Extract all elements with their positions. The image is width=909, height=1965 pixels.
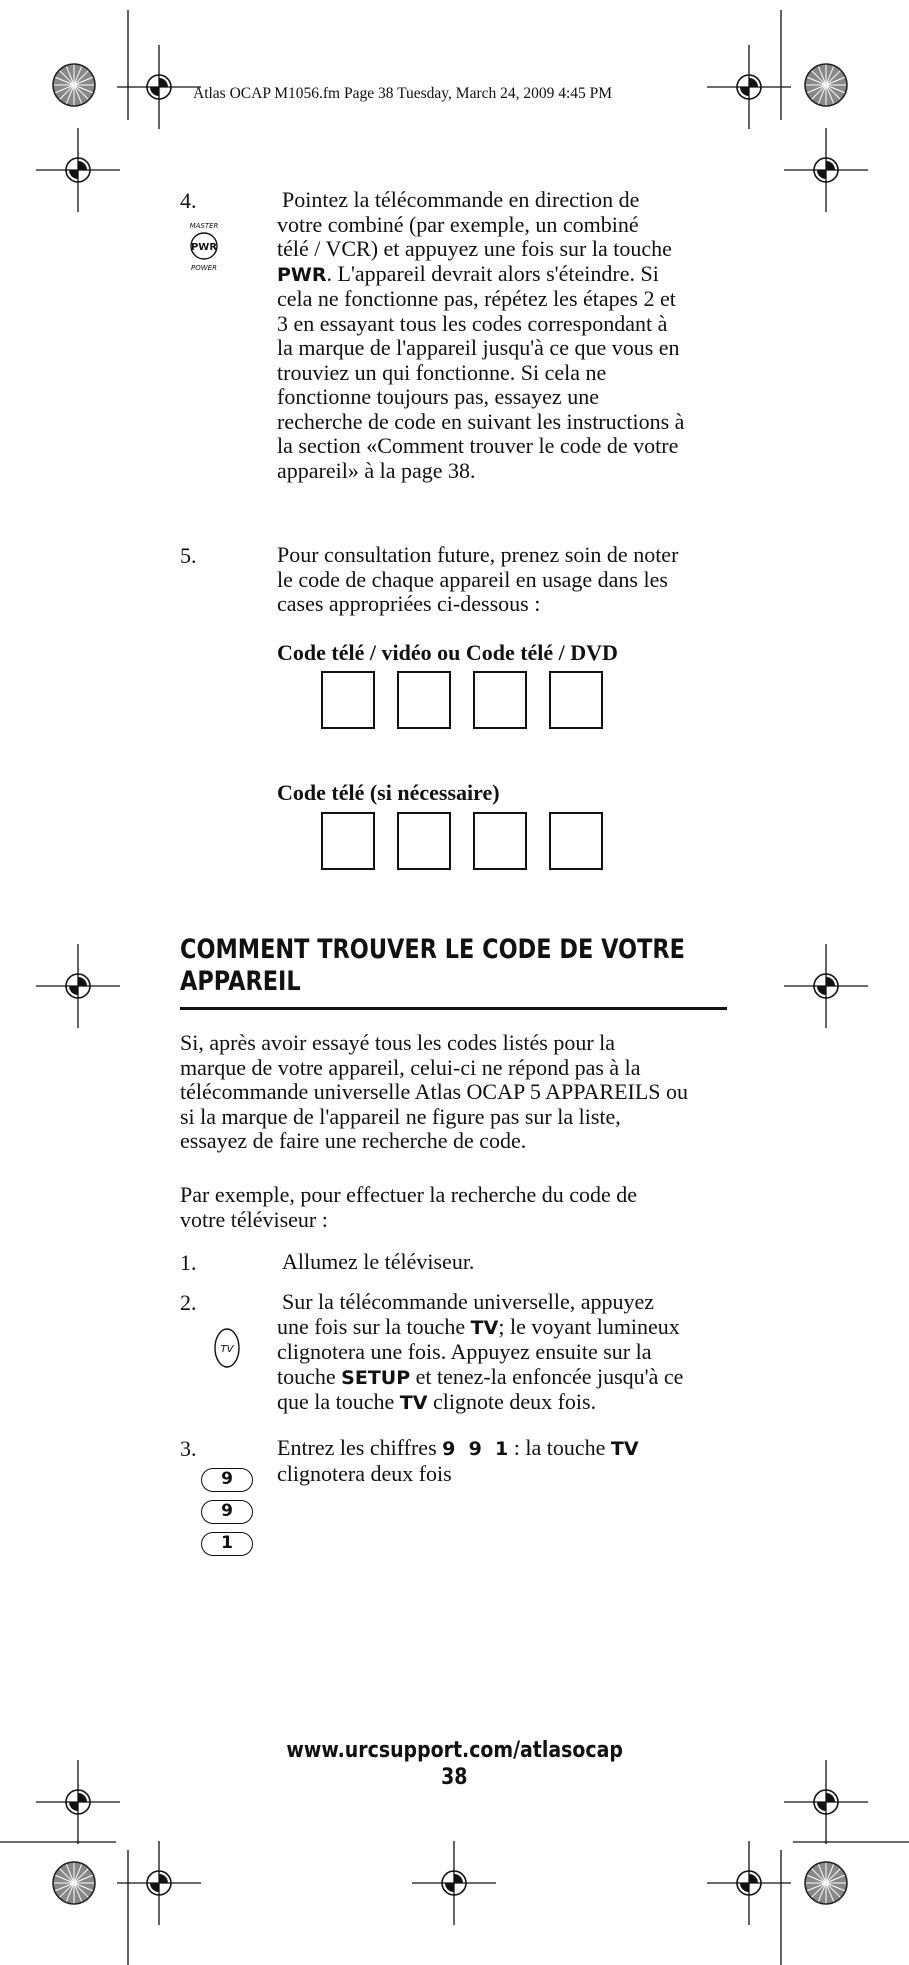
page-number-text: 38 [441, 1765, 468, 1790]
pwr-key-suffix: . [326, 260, 333, 286]
step-4-line-1: Pointez la télécommande en direction de [282, 187, 640, 212]
digit-1-button: 1 [201, 1532, 253, 1556]
step-5-line-3: cases appropriées ci-dessous : [277, 591, 541, 616]
step-2-line-2-b: ; le voyant lumineux [498, 1313, 680, 1339]
pwr-icon-center: PWR [190, 242, 218, 253]
code-box[interactable] [549, 671, 603, 729]
step-5-line-2: le code de chaque appareil en usage dans les [277, 566, 668, 592]
tv-key-label: TV [470, 1316, 499, 1339]
heading-underline [180, 1007, 727, 1010]
step-2-number: 2. [180, 1290, 197, 1315]
para-2-line-2: votre téléviseur : [180, 1206, 328, 1232]
code-box[interactable] [473, 671, 527, 729]
section-heading-line-1: COMMENT TROUVER LE CODE DE VOTRE [180, 934, 685, 965]
digit-9-button: 9 [201, 1500, 253, 1524]
step-3-text [277, 1436, 747, 1486]
step-5-text [277, 543, 747, 617]
page-number [0, 1765, 909, 1790]
footer-url-text: www.urcsupport.com/atlasocap [286, 1738, 623, 1763]
step-4-line-12: appareil» à la page 38. [277, 457, 476, 483]
pwr-button-icon [180, 220, 250, 290]
step-4-line-3: télé / VCR) et appuyez une fois sur la touche [277, 236, 672, 261]
step-4-line-8: trouviez un qui fonctionne. Si cela ne [277, 359, 607, 385]
step-2-line-5 [277, 1390, 747, 1416]
step-5-number: 5. [180, 543, 197, 568]
step-3-number: 3. [180, 1436, 197, 1461]
code-box[interactable] [549, 812, 603, 870]
digit-keys-label: 9 9 1 [442, 1438, 509, 1460]
step-4-line-10: recherche de code en suivant les instructions à [277, 408, 685, 434]
pwr-icon-top: MASTER [189, 222, 219, 230]
para-1-line-3: télécommande universelle Atlas OCAP 5 APPAREILS ou [180, 1079, 689, 1104]
step-3-line-1 [277, 1436, 747, 1462]
para-1-line-1: Si, après avoir essayé tous les codes listés pour la [180, 1030, 616, 1055]
step-1-text: Allumez le téléviseur. [282, 1249, 475, 1274]
step-2-line-3: clignotera une fois. Appuyez ensuite sur la [277, 1339, 652, 1364]
code-box[interactable] [321, 671, 375, 729]
step-4-line-5: cela ne fonctionne pas, répétez les étapes 2 et [277, 286, 676, 311]
para-1-line-5: essayez de faire une recherche de code. [180, 1128, 527, 1153]
step-2-line-5-b: clignote deux fois. [427, 1389, 597, 1414]
section-paragraph-1 [180, 1031, 740, 1154]
step-2-text [277, 1290, 747, 1416]
step-2-line-4-a: touche [277, 1363, 342, 1389]
step-4-line-6: 3 en essayant tous les codes correspondant à [277, 310, 668, 336]
code-label-tv-video-dvd: Code télé / vidéo ou Code télé / DVD [277, 640, 618, 665]
step-2-line-4-b: et tenez-la enfoncée jusqu'à ce [410, 1363, 684, 1389]
step-4-line-4-text: L'appareil devrait alors s'éteindre. Si [337, 260, 659, 286]
tv-key-label: TV [610, 1438, 639, 1460]
section-paragraph-2 [180, 1183, 740, 1232]
step-2-line-2 [277, 1315, 747, 1341]
step-4-line-9: fonctionne toujours pas, essayez une [277, 384, 599, 409]
step-5-line-1: Pour consultation future, prenez soin de noter [277, 542, 679, 567]
code-box[interactable] [473, 812, 527, 870]
tv-key-label: TV [399, 1392, 428, 1414]
section-heading-line-2: APPAREIL [180, 966, 301, 997]
setup-key-label: SETUP [341, 1366, 411, 1389]
para-1-line-4: si la marque de l'appareil ne figure pas sur la liste, [180, 1103, 621, 1129]
step-1-number: 1. [180, 1250, 197, 1275]
tv-icon-label: TV [220, 1344, 234, 1355]
step-3-line-1-b: : la touche [508, 1435, 611, 1460]
footer-url [0, 1738, 909, 1763]
step-3-line-1-a: Entrez les chiffres [277, 1435, 443, 1460]
pwr-icon-bottom: POWER [191, 264, 217, 272]
step-2-line-1: Sur la télécommande universelle, appuyez [282, 1289, 655, 1314]
code-box[interactable] [397, 812, 451, 870]
step-2-line-2-a: une fois sur la touche [277, 1313, 471, 1339]
code-box[interactable] [321, 812, 375, 870]
code-label-tv-optional: Code télé (si nécessaire) [277, 780, 500, 805]
para-1-line-2: marque de votre appareil, celui-ci ne répond pas à la [180, 1054, 641, 1080]
step-4-line-7: la marque de l'appareil jusqu'à ce que vous en [277, 335, 680, 360]
digit-9-button: 9 [201, 1468, 253, 1492]
pwr-key-label: PWR [277, 263, 327, 286]
tv-button-icon [210, 1324, 246, 1372]
step-4-line-11: la section «Comment trouver le code de votre [277, 433, 679, 458]
step-2-line-5-a: que la touche [277, 1389, 400, 1414]
step-4-line-2: votre combiné (par exemple, un combiné [277, 211, 639, 237]
step-4-number: 4. [180, 188, 197, 213]
code-box[interactable] [397, 671, 451, 729]
step-2-line-4 [277, 1365, 747, 1391]
para-2-line-1: Par exemple, pour effectuer la recherche du code de [180, 1182, 638, 1207]
section-heading [180, 934, 685, 998]
file-header: Atlas OCAP M1056.fm Page 38 Tuesday, March 24, 2009 4:45 PM [193, 85, 613, 102]
step-3-line-2: clignotera deux fois [277, 1460, 452, 1486]
step-4-line-4 [277, 262, 747, 288]
step-4-text [277, 188, 747, 483]
